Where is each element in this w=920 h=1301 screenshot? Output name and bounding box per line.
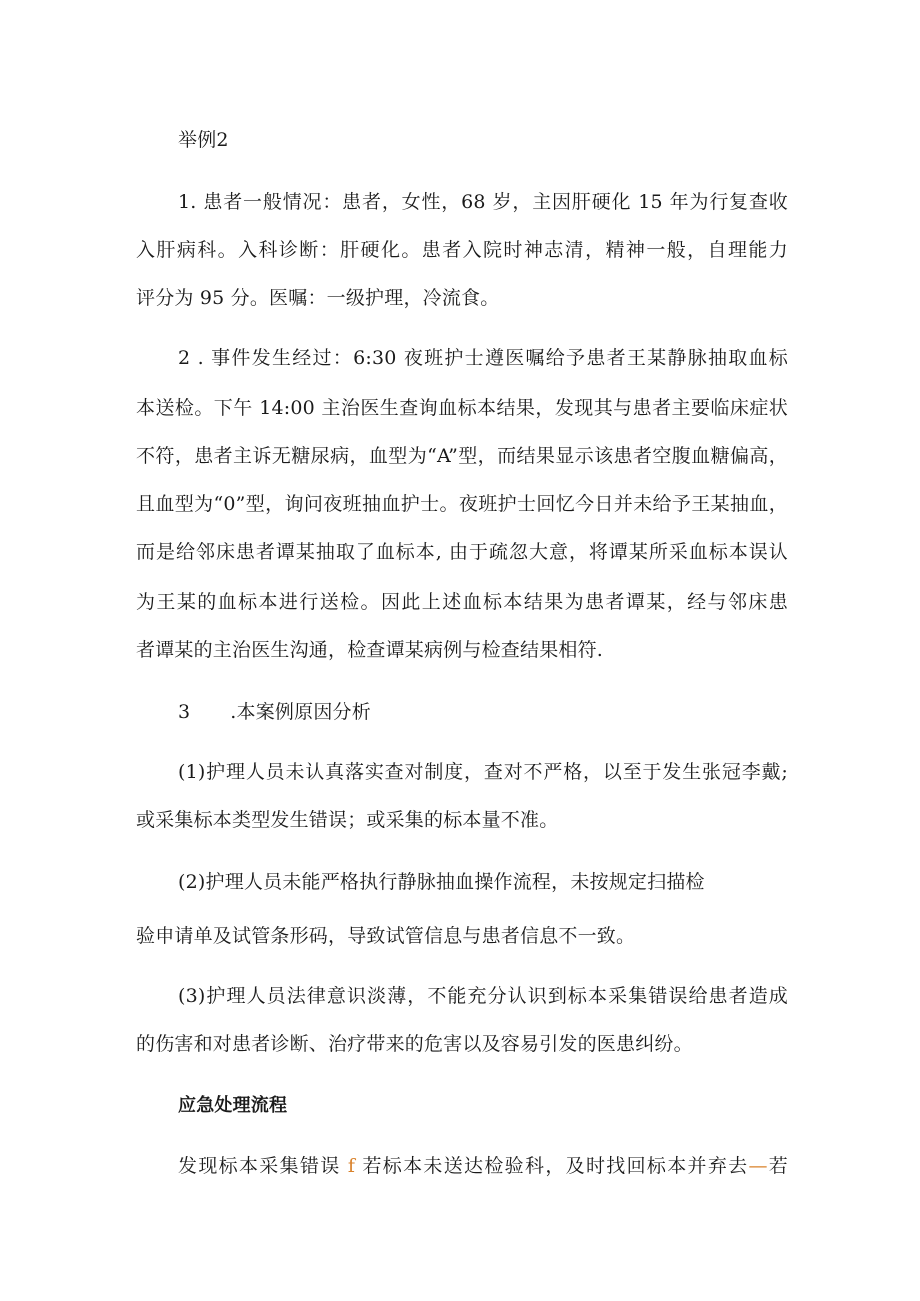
flow-dash-icon: — [748,1155,768,1177]
analysis-heading [178,700,371,724]
event-line-3: 不符，患者主诉无糖尿病，血型为“A”型，而结果显示该患者空腹血糖偏高， [136,445,788,467]
emergency-heading: 应急处理流程 [178,1095,288,1116]
emergency-step-3: 若 [767,1155,788,1177]
reason-1-line-2: 或采集标本类型发生错误；或采集的标本量不准。 [136,809,559,831]
emergency-step-2: 若标本未送达检验科，及时找回标本并弃去 [362,1155,749,1177]
reason-2-line-1: (2)护理人员未能严格执行静脉抽血操作流程，未按规定扫描检 [178,871,705,893]
patient-info-line-2: 入肝病科。入科诊断：肝硬化。患者入院时神志清，精神一般，自理能力 [136,239,788,261]
event-line-4: 且血型为“0”型，询问夜班抽血护士。夜班护士回忆今日并未给予王某抽血， [136,493,788,515]
reason-1-line-1: (1)护理人员未认真落实查对制度，查对不严格，以至于发生张冠李戴; [178,761,788,783]
event-line-1: 2 . 事件发生经过：6:30 夜班护士遵医嘱给予患者王某静脉抽取血标 [178,347,788,369]
example-heading: 举例2 [178,129,229,151]
emergency-flow-line [178,1154,788,1178]
event-line-7: 者谭某的主治医生沟通，检查谭某病例与检查结果相符. [136,639,604,661]
patient-info-line-1: 1. 患者一般情况：患者，女性，68 岁，主因肝硬化 15 年为行复查收 [178,191,788,213]
reason-2-line-2: 验申请单及试管条形码，导致试管信息与患者信息不一致。 [136,925,636,947]
analysis-number: 3 [178,701,191,723]
patient-info-line-3: 评分为 95 分。医嘱：一级护理，冷流食。 [136,287,500,309]
reason-3-line-2: 的伤害和对患者诊断、治疗带来的危害以及容易引发的医患纠纷。 [136,1033,693,1055]
event-line-5: 而是给邻床患者谭某抽取了血标本, 由于疏忽大意，将谭某所采血标本误认 [136,541,788,563]
reason-3-line-1: (3)护理人员法律意识淡薄，不能充分认识到标本采集错误给患者造成 [178,985,788,1007]
flow-arrow-icon: f [347,1155,356,1177]
event-line-6: 为王某的血标本进行送检。因此上述血标本结果为患者谭某，经与邻床患 [136,591,788,613]
analysis-title: .本案例原因分析 [230,701,371,723]
event-line-2: 本送检。下午 14:00 主治医生查询血标本结果，发现其与患者主要临床症状 [136,397,788,419]
emergency-step-1: 发现标本采集错误 [178,1155,341,1177]
